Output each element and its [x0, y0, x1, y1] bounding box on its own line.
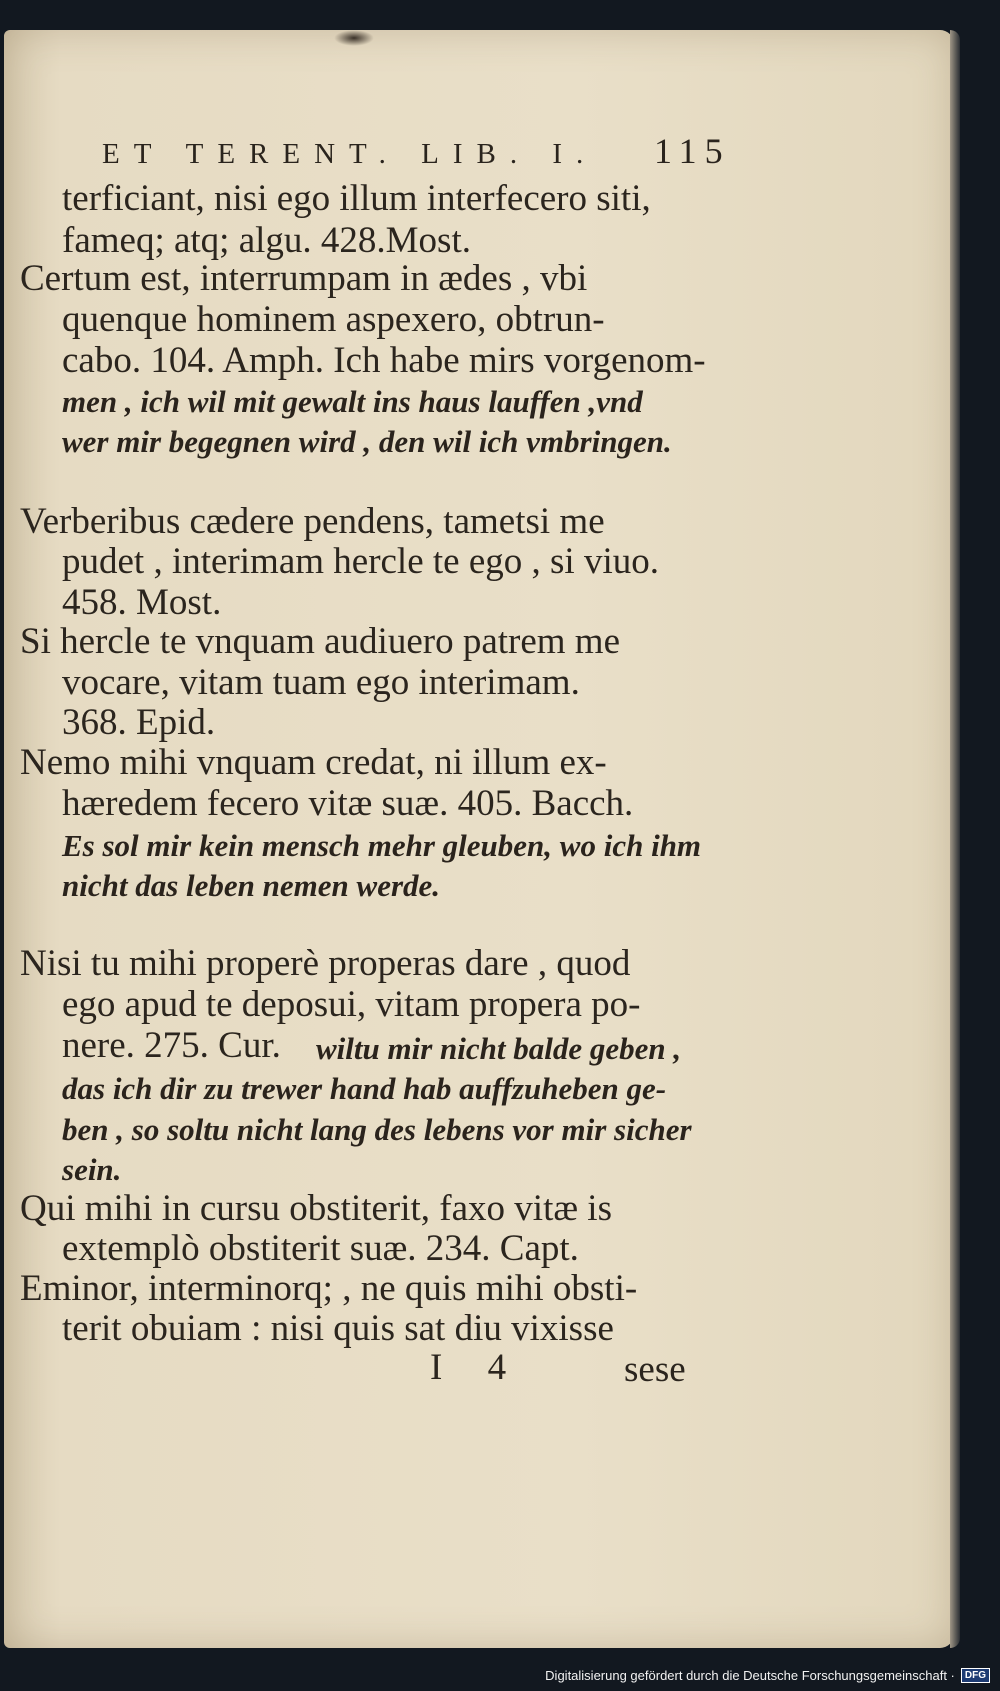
running-head: ET TERENT. LIB. I.	[102, 138, 598, 170]
german-line: das ich dir zu trewer hand hab auffzuheben ge-	[62, 1071, 667, 1106]
german-line: men , ich wil mit gewalt ins haus lauffen ,vnd	[62, 384, 643, 419]
text-line: cabo. 104. Amph. Ich habe mirs vorgenom-	[62, 340, 706, 381]
text-line: vocare, vitam tuam ego interimam.	[62, 662, 580, 703]
german-line: sein.	[62, 1152, 122, 1187]
dfg-logo: DFG	[961, 1668, 990, 1683]
text-line: ego apud te deposui, vitam propera po-	[62, 984, 641, 1025]
text-line: nere. 275. Cur.	[62, 1025, 281, 1066]
text-line: terit obuiam : nisi quis sat diu vixisse	[62, 1308, 614, 1349]
text-line: Si hercle te vnquam audiuero patrem me	[20, 621, 621, 662]
text-line: Certum est, interrumpam in ædes , vbi	[20, 258, 588, 299]
text-line: quenque hominem aspexero, obtrun-	[62, 299, 605, 340]
text-line: Nemo mihi vnquam credat, ni illum ex-	[20, 742, 607, 783]
text-line: Verberibus cædere pendens, tametsi me	[20, 501, 605, 542]
text-line: 368. Epid.	[62, 702, 216, 743]
book-page	[4, 30, 954, 1648]
text-line: pudet , interimam hercle te ego , si viuo.	[62, 541, 659, 582]
text-line: Qui mihi in cursu obstiterit, faxo vitæ is	[20, 1188, 612, 1229]
catchword: sese	[624, 1349, 686, 1390]
text-line: fameq; atq; algu. 428.Most.	[62, 220, 471, 261]
credit-text: Digitalisierung gefördert durch die Deutsche Forschungsgemeinschaft ·	[545, 1668, 955, 1683]
ink-blot	[334, 30, 374, 46]
signature-mark: I 4	[430, 1347, 525, 1388]
page-edge	[950, 30, 960, 1648]
text-line: 458. Most.	[62, 582, 222, 623]
digitization-credit	[545, 1668, 990, 1683]
german-line: wer mir begegnen wird , den wil ich vmbringen.	[62, 424, 672, 459]
text-line: extemplò obstiterit suæ. 234. Capt.	[62, 1228, 579, 1269]
german-line: wiltu mir nicht balde geben ,	[316, 1031, 682, 1066]
text-line: hæredem fecero vitæ suæ. 405. Bacch.	[62, 783, 634, 824]
german-line: nicht das leben nemen werde.	[62, 868, 441, 903]
text-line: terficiant, nisi ego illum interfecero siti,	[62, 178, 651, 219]
german-line: Es sol mir kein mensch mehr gleuben, wo ich ihm	[62, 828, 702, 863]
text-line: Eminor, interminorq; , ne quis mihi obsti-	[20, 1268, 638, 1309]
text-line: Nisi tu mihi properè properas dare , quod	[20, 943, 631, 984]
german-line: ben , so soltu nicht lang des lebens vor mir sicher	[62, 1112, 692, 1147]
page-number: 115	[654, 131, 731, 171]
